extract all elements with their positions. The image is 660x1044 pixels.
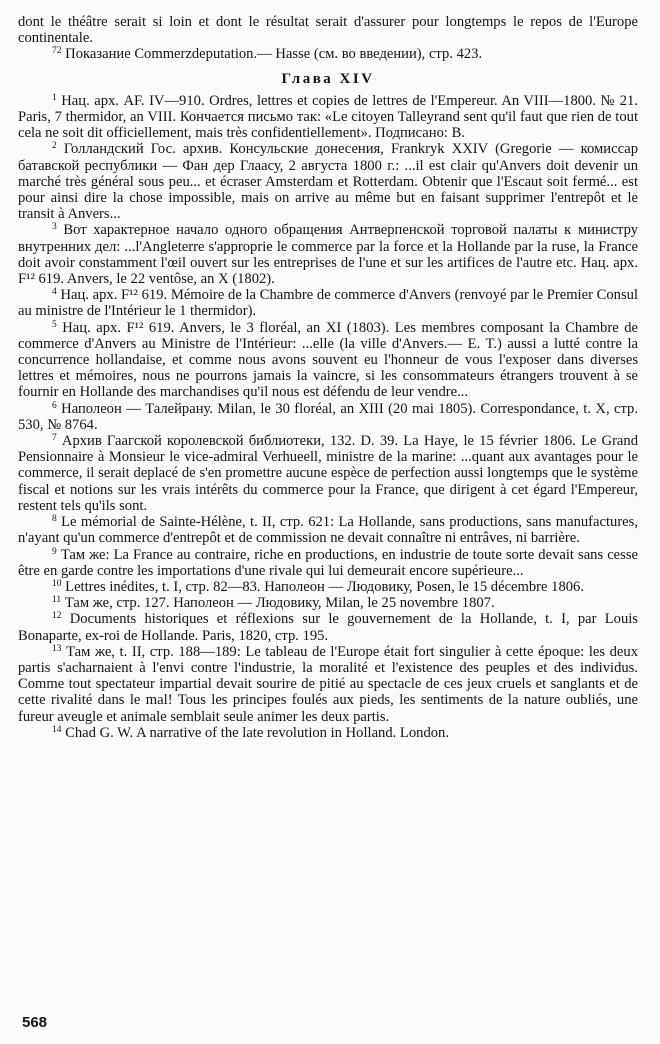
footnote [18, 320, 638, 401]
footnote-text: Наполеон — Талейрану. Milan, le 30 floréal, an XIII (20 mai 1805). Correspondance, t. X, стр. 530, № 8764. [18, 400, 638, 433]
footnote-number: 72 [52, 46, 62, 57]
footnote-text: Архив Гаагской королевской библиотеки, 132. D. 39. La Haye, le 15 février 1806. Le Grand Pensionnaire à Monsieur le vice-admiral Verhueell, ministre de la marine: ...quant aux avantages pour le commerce, il serait deplacé de s'en promettre aucune espèce de perfection aussi longtemps que le système fiscal et notions sur les vrais intérêts du commerce pour la France, que dirigent à cet égard l'Empereur, restent tels qu'ils sont. [18, 433, 638, 514]
footnote [18, 93, 638, 142]
footnote-text: Там же, t. II, стр. 188—189: Le tableau de l'Europe était fort singulier à cette époque: les deux partis s'acharnaient à l'envi contre l'industrie, la moralité et l'existence des peuples et des individus. Comme tout spectateur impartial devait sourire de pitié au spectacle de ces jeux cruels et sanglants et de cette rivalité dans le mal! Tous les principes foulés aux pieds, les sentiments de la nature oubliés, une fureur aveugle et animale semblait seule animer les deux partis. [18, 643, 638, 725]
footnote [18, 611, 638, 643]
footnote-number: 4 [52, 287, 57, 298]
footnote-text: Там же: La France au contraire, riche en productions, en industrie de toute sorte devait sans cesse être en garde contre les importations d'une rivale qui lui demeurait encore supérieure... [18, 546, 638, 579]
footnote-text: Documents historiques et réflexions sur le gouvernement de la Hollande, t. I, par Louis Bonaparte, ex-roi de Hollande. Paris, 1820, стр. 195. [18, 611, 638, 644]
footnote-number: 14 [52, 724, 62, 735]
footnote [18, 595, 638, 611]
footnotes-list [18, 93, 638, 741]
footnote [18, 547, 638, 579]
footnote-text: Там же, стр. 127. Наполеон — Людовику, Milan, le 25 novembre 1807. [64, 595, 495, 612]
document-page [18, 14, 638, 741]
footnote-text: Lettres inédites, t. I, стр. 82—83. Наполеон — Людовику, Posen, le 15 décembre 1806. [65, 578, 585, 595]
continuation-paragraph: dont le théâtre serait si loin et dont le résultat serait d'assurer pour longtemps le repos de l'Europe continentale. [18, 14, 638, 47]
footnote [18, 287, 638, 319]
footnote-text: Показание Commerzdeputation.— Hasse (см. во введении), стр. 423. [65, 46, 483, 63]
footnote [18, 644, 638, 725]
footnote-number: 12 [52, 611, 62, 622]
footnote-text: Голландский Гос. архив. Консульские донесения, Frankryk XXIV (Gregorie — комиссар батавской республики — Фан дер Глаасу, 2 августа 1800 г.: ...il est clair qu'Anvers doit devenir un marché très général sous peu... et écraser Amsterdam et Rotterdam. Obtenir que l'Escaut soit fermé... est pour ainsi dire la chose impossible, mais on arrive au même but en faisant supprimer l'entrepôt et le transit à Anvers... [18, 141, 638, 223]
footnote [18, 433, 638, 514]
chapter-title: Глава XIV [281, 70, 375, 87]
footnote-number: 10 [52, 578, 62, 589]
footnote-text: Нац. арх. F¹² 619. Anvers, le 3 floréal, an XI (1803). Les membres composant la Chambre de commerce d'Anvers au Ministre de l'Intérieur: ...elle (la ville d'Anvers.— E. T.) aussi a lutté contre la concurrence hollandaise, et comme nous avons souvent eu l'honneur de vous l'exposer dans diverses lettres et mémoires, nous ne pourrons jamais la vaincre, si les consommateurs étrangers trouvent à se fournir en Hollande des marchandises qu'il nous est défendu de leur vendre... [18, 319, 638, 401]
footnote [18, 222, 638, 287]
footnote-text: Le mémorial de Sainte-Hélène, t. II, стр. 621: La Hollande, sans productions, sans manufactures, n'ayant qu'un commerce d'entrepôt et de commission ne devait connaître ni entrâves, ni barrière. [18, 514, 638, 547]
footnote-number: 9 [52, 546, 57, 557]
footnote-number: 3 [52, 222, 57, 233]
footnote [18, 514, 638, 546]
footnote-text: Нац. арх. F¹² 619. Mémoire de la Chambre de commerce d'Anvers (renvoyé par le Premier Consul au ministre de l'Intérieur le 1 thermidor). [18, 287, 638, 320]
footnote-text: Вот характерное начало одного обращения Антверпенской торговой палаты к министру внутренних дел: ...l'Angleterre s'approprie le commerce par la force et la Hollande par la ruse, la France doit avoir constamment l'œil ouvert sur les entreprises de l'une et sur les artifices de l'autre etc. Нац. арх. F¹² 619. Anvers, le 22 ventôse, an X (1802). [18, 222, 638, 288]
footnote-number: 5 [52, 319, 57, 330]
footnote-number: 11 [52, 595, 62, 606]
footnote-72 [18, 46, 638, 62]
footnote [18, 579, 638, 595]
footnote-text: Chad G. W. A narrative of the late revolution in Holland. London. [65, 724, 449, 741]
footnote-text: Нац. арх. AF. IV—910. Ordres, lettres et copies de lettres de l'Empereur. An VIII—1800. № 21. Paris, 7 thermidor, an VIII. Кончается письмо так: «Le citoyen Talleyrand sent qu'il faut que rien de tout cela ne soit dit officiellement, mais très confidentiellement». Подписано: B. [18, 92, 638, 142]
page-number: 568 [22, 1014, 48, 1031]
footnote [18, 141, 638, 222]
footnote-number: 7 [52, 433, 57, 444]
footnote-number: 1 [52, 92, 57, 103]
footnote-number: 6 [52, 400, 57, 411]
footnote [18, 401, 638, 433]
footnote-number: 2 [52, 141, 57, 152]
footnote-number: 8 [52, 514, 57, 525]
footnote-number: 13 [52, 643, 62, 654]
footnote [18, 725, 638, 741]
